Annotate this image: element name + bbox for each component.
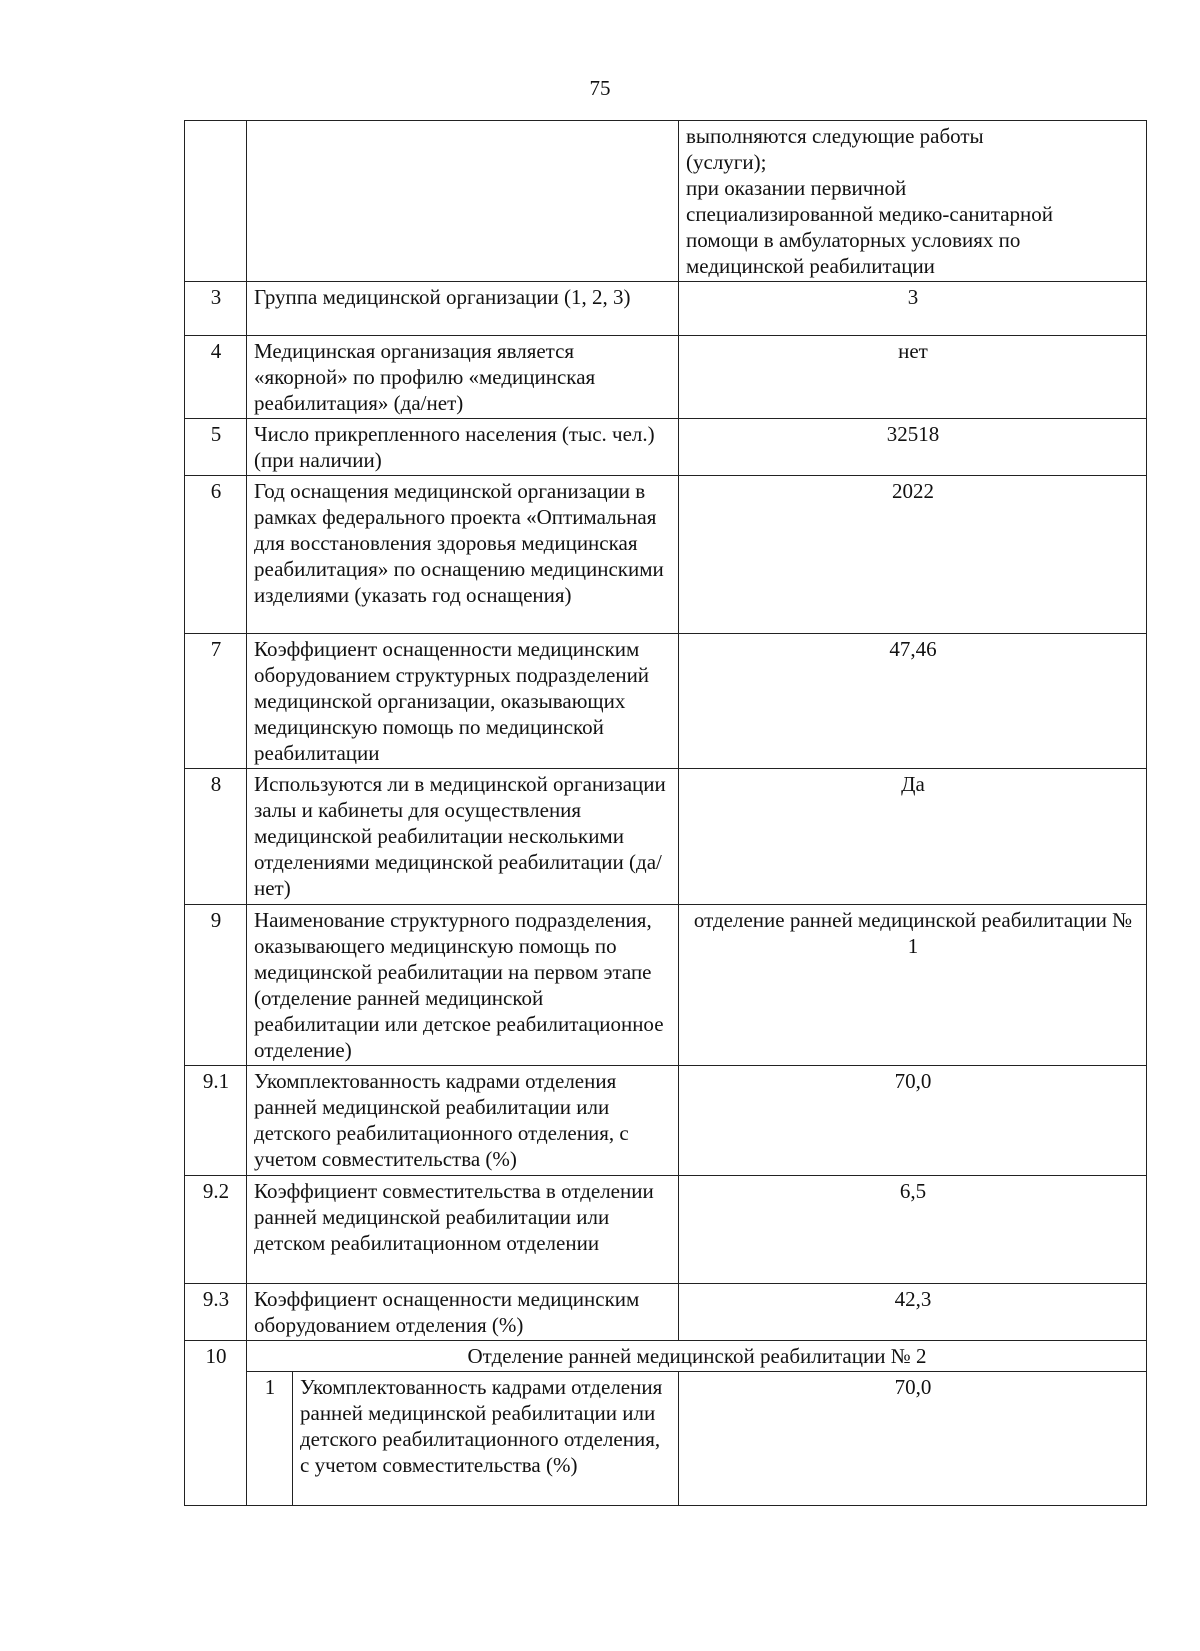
row-number: 5 bbox=[185, 419, 247, 476]
row-number: 9.1 bbox=[185, 1066, 247, 1176]
continuation-line: выполняются следующие работы bbox=[686, 124, 984, 148]
row-number: 7 bbox=[185, 634, 247, 769]
continuation-line: помощи в амбулаторных условиях по bbox=[686, 228, 1021, 252]
row-number: 8 bbox=[185, 769, 247, 905]
row-value: нет bbox=[679, 336, 1147, 419]
row-label: Наименование структурного подразделения, оказывающего медицинскую помощь по медицинской реабилитации на первом этапе (отделение ранней медицинской реабилитации или детское реабилитационное отделение) bbox=[247, 905, 679, 1066]
row-value: 2022 bbox=[679, 476, 1147, 634]
row-label: Число прикрепленного населения (тыс. чел.) (при наличии) bbox=[247, 419, 679, 476]
continuation-line: медицинской реабилитации bbox=[686, 254, 935, 278]
row-label: Коэффициент оснащенности медицинским оборудованием отделения (%) bbox=[247, 1284, 679, 1341]
continuation-line: специализированной медико-санитарной bbox=[686, 202, 1054, 226]
row-number: 9.2 bbox=[185, 1176, 247, 1284]
row-label: Группа медицинской организации (1, 2, 3) bbox=[247, 282, 679, 336]
table-row bbox=[185, 476, 1147, 634]
continuation-line: (услуги); bbox=[686, 150, 767, 174]
table-row bbox=[185, 1066, 1147, 1176]
table-row bbox=[185, 282, 1147, 336]
row-number: 10 bbox=[185, 1341, 247, 1506]
section-title: Отделение ранней медицинской реабилитации № 2 bbox=[247, 1341, 1147, 1372]
continuation-cell bbox=[679, 121, 1147, 282]
row-value: Да bbox=[679, 769, 1147, 905]
row-label: Медицинская организация является «якорной» по профилю «медицинская реабилитация» (да/нет) bbox=[247, 336, 679, 419]
row-label: Укомплектованность кадрами отделения ранней медицинской реабилитации или детского реабилитационного отделения, с учетом совместительства (%) bbox=[247, 1066, 679, 1176]
table-row bbox=[185, 1284, 1147, 1341]
table-row bbox=[185, 1372, 1147, 1506]
table-row bbox=[185, 336, 1147, 419]
label-cell bbox=[247, 121, 679, 282]
row-number: 4 bbox=[185, 336, 247, 419]
row-label: Коэффициент оснащенности медицинским оборудованием структурных подразделений медицинской организации, оказывающих медицинскую помощь по медицинской реабилитации bbox=[247, 634, 679, 769]
table-row bbox=[185, 1176, 1147, 1284]
table-row bbox=[185, 905, 1147, 1066]
row-value: 3 bbox=[679, 282, 1147, 336]
row-label: Используются ли в медицинской организации залы и кабинеты для осуществления медицинской реабилитации несколькими отделениями медицинской реабилитации (да/нет) bbox=[247, 769, 679, 905]
table-row bbox=[185, 634, 1147, 769]
row-value: 47,46 bbox=[679, 634, 1147, 769]
sub-row-label: Укомплектованность кадрами отделения ранней медицинской реабилитации или детского реабилитационного отделения, с учетом совместительства (%) bbox=[293, 1372, 679, 1506]
row-label: Коэффициент совместительства в отделении ранней медицинской реабилитации или детском реабилитационном отделении bbox=[247, 1176, 679, 1284]
row-value: отделение ранней медицинской реабилитации № 1 bbox=[679, 905, 1147, 1066]
row-value: 32518 bbox=[679, 419, 1147, 476]
sub-row-value: 70,0 bbox=[679, 1372, 1147, 1506]
sub-row-number: 1 bbox=[247, 1372, 293, 1506]
table-row bbox=[185, 769, 1147, 905]
table-row-continuation bbox=[185, 121, 1147, 282]
document-table bbox=[184, 120, 1147, 1506]
row-value: 42,3 bbox=[679, 1284, 1147, 1341]
table-row bbox=[185, 419, 1147, 476]
row-label: Год оснащения медицинской организации в рамках федерального проекта «Оптимальная для восстановления здоровья медицинская реабилитация» по оснащению медицинскими изделиями (указать год оснащения) bbox=[247, 476, 679, 634]
row-number: 3 bbox=[185, 282, 247, 336]
row-number: 9 bbox=[185, 905, 247, 1066]
continuation-line: при оказании первичной bbox=[686, 176, 907, 200]
row-number: 6 bbox=[185, 476, 247, 634]
num-cell bbox=[185, 121, 247, 282]
row-number: 9.3 bbox=[185, 1284, 247, 1341]
row-value: 70,0 bbox=[679, 1066, 1147, 1176]
section-header-row bbox=[185, 1341, 1147, 1372]
page-number: 75 bbox=[589, 76, 611, 100]
row-value: 6,5 bbox=[679, 1176, 1147, 1284]
